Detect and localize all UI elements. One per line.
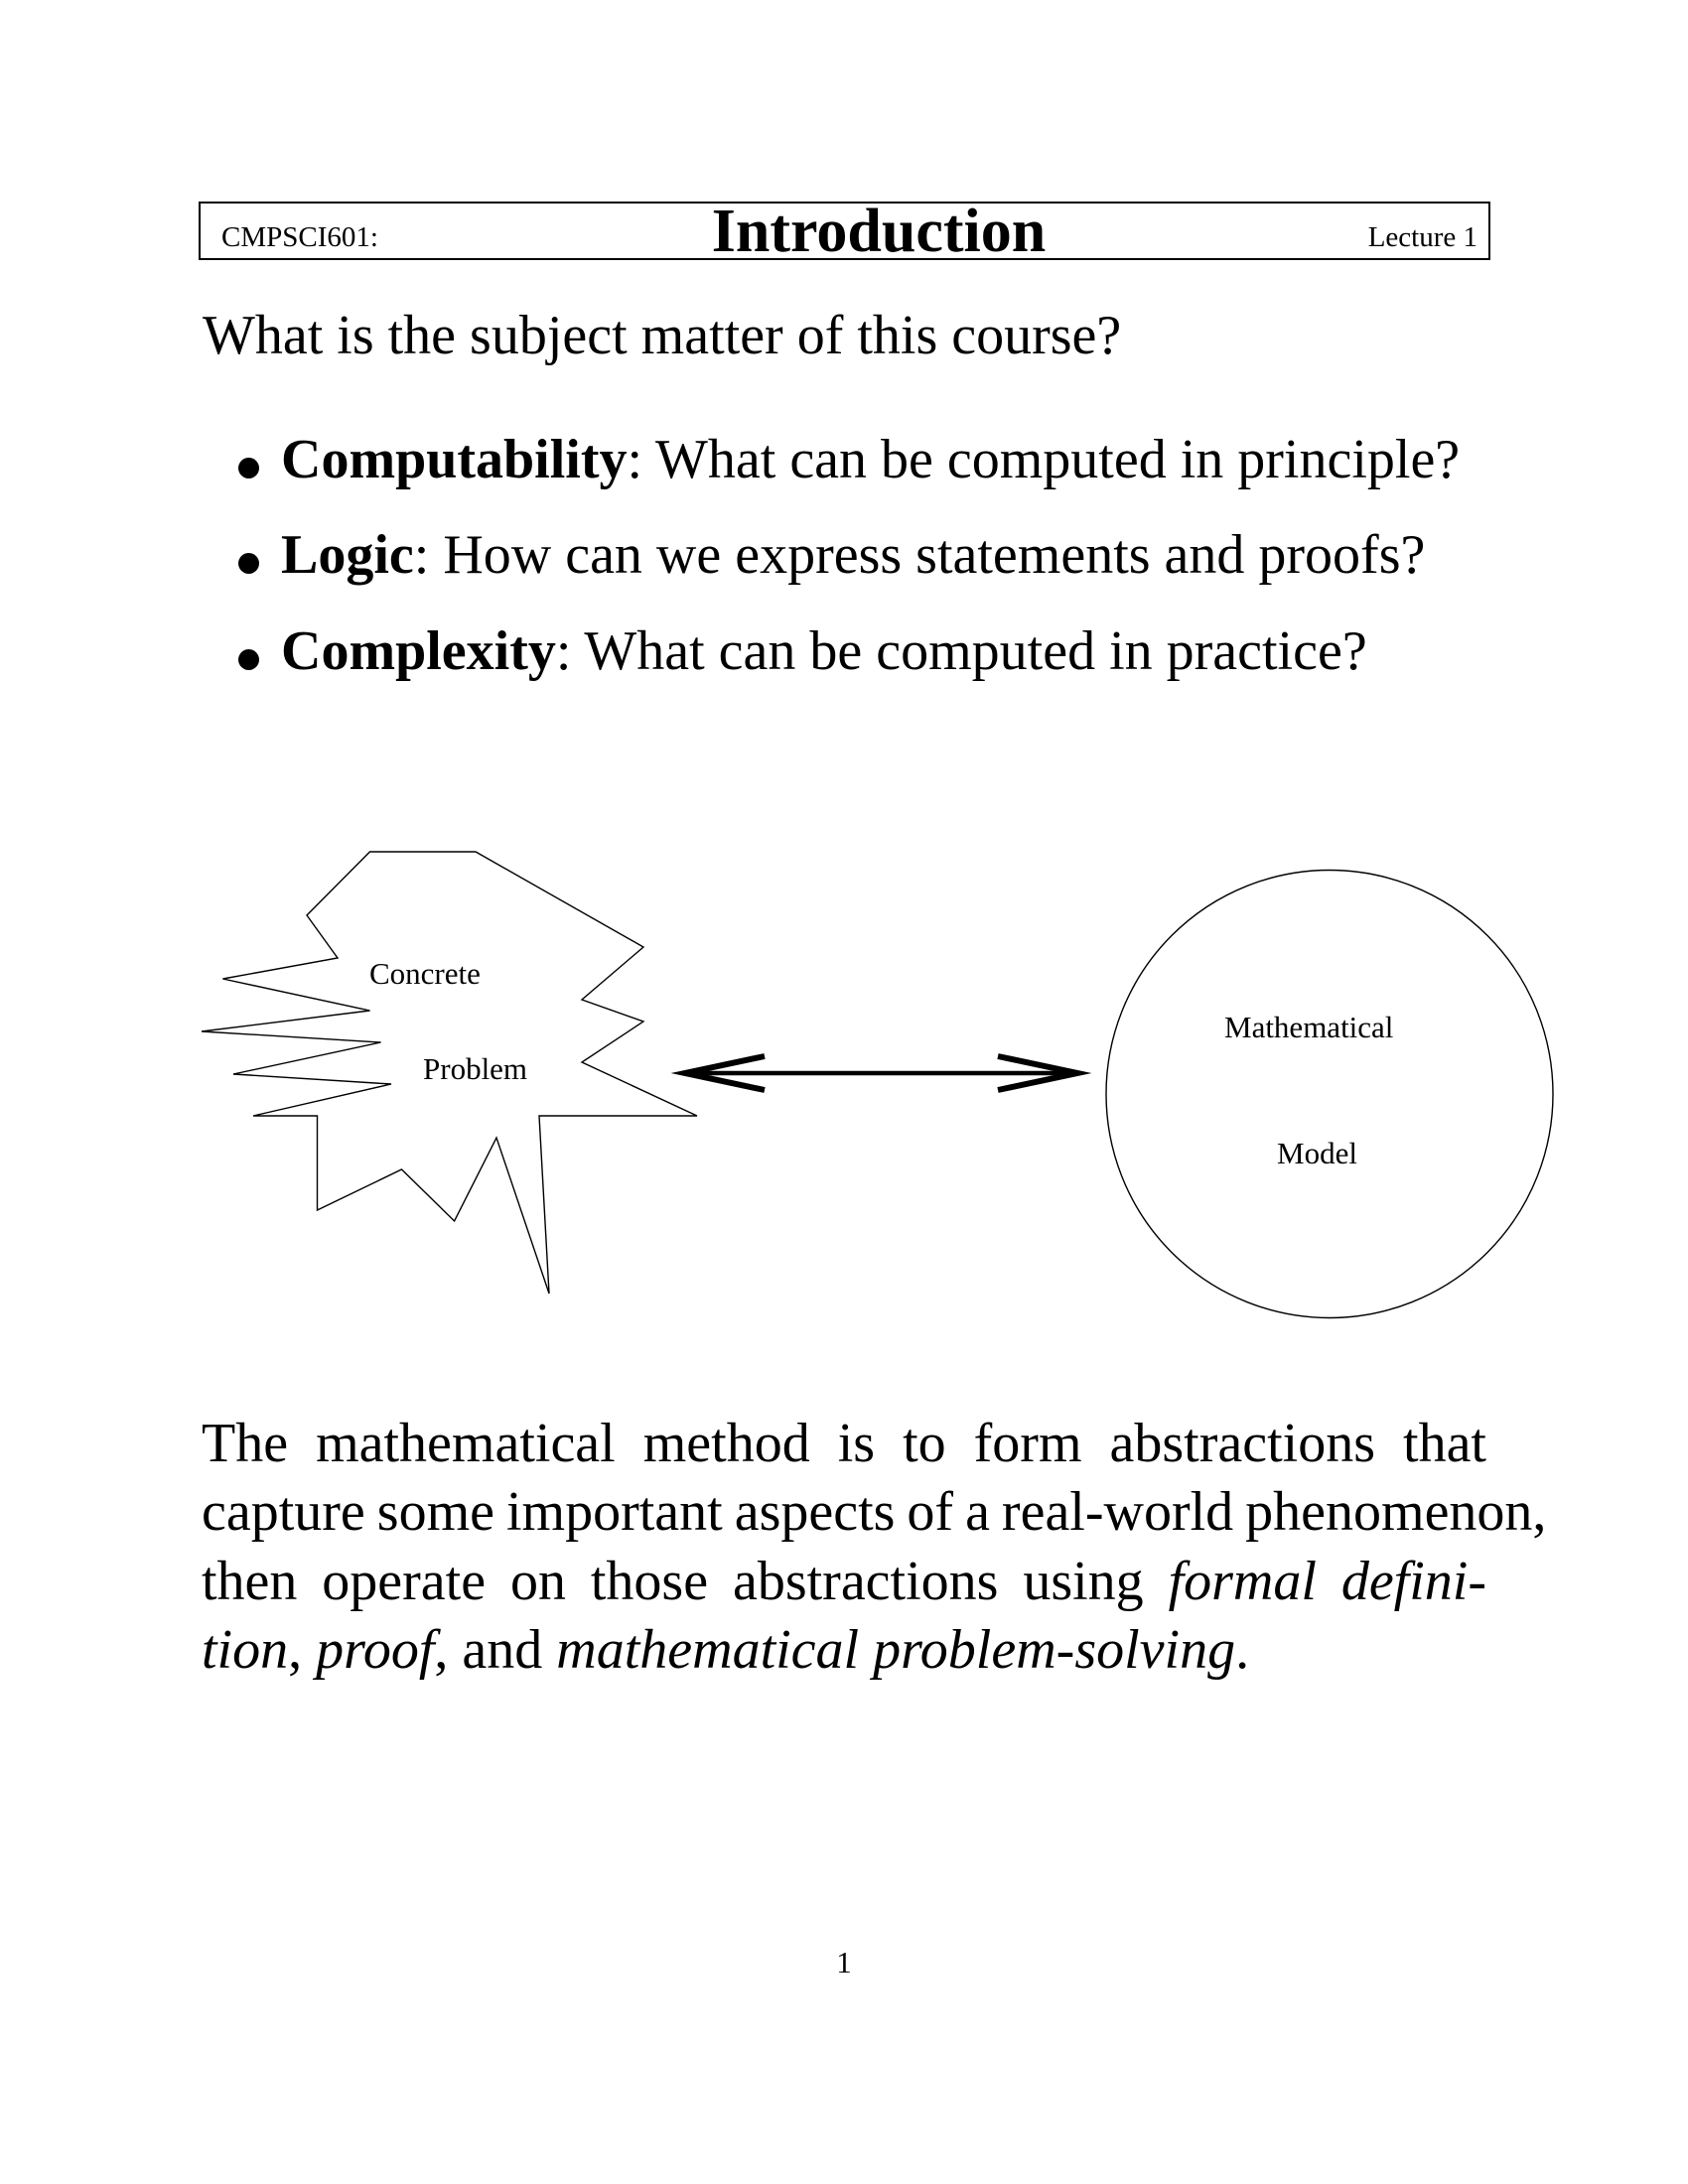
paragraph-line-1: The mathematical method is to form abstractions that (202, 1413, 1486, 1474)
paragraph-text: , and (434, 1619, 557, 1681)
concrete-label: Concrete (369, 956, 481, 991)
paragraph-emphasis: tion (202, 1619, 289, 1681)
bullet-term: Computability (281, 429, 628, 490)
paragraph-line-2: capture some important aspects of a real-world phenomenon, (202, 1481, 1547, 1543)
paragraph-emphasis: formal defini- (1168, 1551, 1486, 1612)
paragraph-text: . (1235, 1619, 1250, 1681)
model-label: Model (1277, 1136, 1357, 1170)
page-title: Introduction (711, 198, 1047, 265)
paragraph-emphasis: proof (316, 1619, 435, 1681)
bullet-separator: : (413, 524, 430, 586)
bullet-text (281, 619, 1367, 683)
intro-question: What is the subject matter of this course? (203, 305, 1122, 366)
bullet-term: Complexity (281, 620, 556, 682)
mathematical-label: Mathematical (1224, 1010, 1394, 1044)
bullet-text (281, 523, 1425, 587)
bullet-text (281, 428, 1460, 491)
bullet-separator: : (555, 620, 572, 682)
course-code: CMPSCI601: (221, 221, 378, 253)
paragraph-line-4 (202, 1618, 1486, 1682)
bullet-icon (238, 553, 259, 574)
lecture-number: Lecture 1 (1367, 221, 1477, 253)
starburst-icon (202, 852, 697, 1294)
page-number: 1 (836, 1945, 852, 1979)
bullet-description: What can be computed in practice? (571, 620, 1367, 682)
double-arrow-icon (685, 1056, 1077, 1090)
bullet-icon (238, 649, 259, 670)
paragraph-text: , (288, 1619, 317, 1681)
bullet-separator: : (627, 429, 643, 490)
bullet-description: How can we express statements and proofs? (429, 524, 1426, 586)
paragraph-line-3 (202, 1550, 1486, 1613)
bullet-description: What can be computed in principle? (642, 429, 1461, 490)
circle-icon (1106, 871, 1553, 1318)
paragraph-text: then operate on those abstractions using (202, 1551, 1169, 1612)
bullet-icon (238, 458, 259, 478)
problem-label: Problem (423, 1051, 528, 1086)
bullet-term: Logic (281, 524, 414, 586)
paragraph-emphasis: mathematical problem-solving (556, 1619, 1236, 1681)
